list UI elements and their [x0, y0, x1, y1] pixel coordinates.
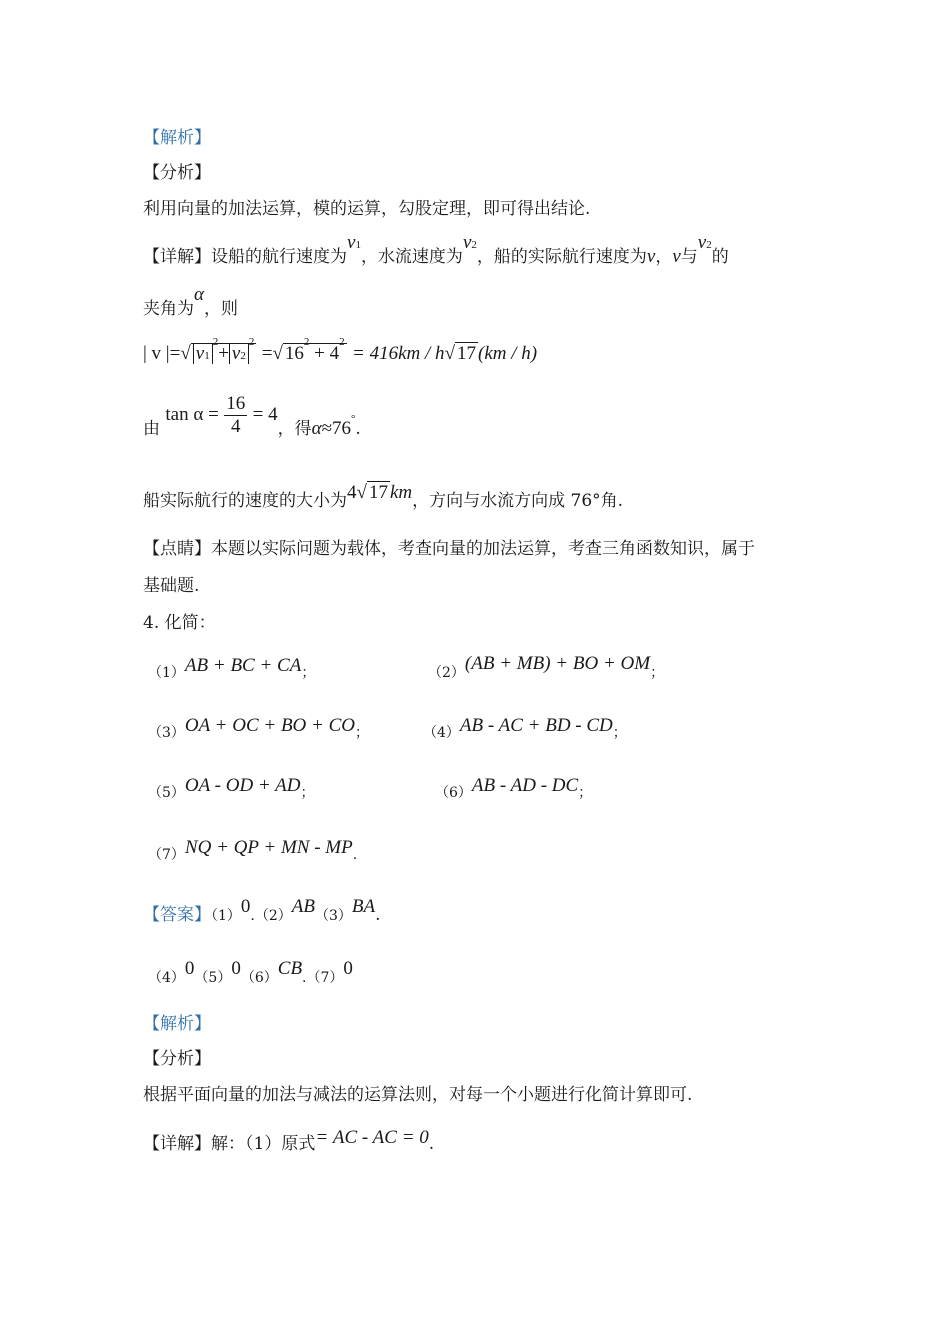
- formula-part: = 416km / h: [352, 343, 445, 364]
- answer-line-1: [143, 896, 381, 928]
- detail-line: [143, 1127, 435, 1156]
- item-end: ；: [301, 665, 316, 681]
- formula-part: 4: [347, 482, 357, 503]
- alpha-symbol: α: [194, 284, 204, 305]
- question-title: 4. 化简：: [143, 613, 216, 633]
- answer-label: （4）: [148, 970, 185, 986]
- detail-text: .: [428, 1134, 435, 1154]
- item-expression: NQ + QP + MN - MP: [184, 837, 353, 858]
- numerator: 16: [226, 393, 246, 414]
- formula-part: +: [218, 343, 229, 364]
- formula-part: =: [261, 343, 273, 364]
- formula-part: 2: [212, 336, 219, 348]
- item-label: （2）: [428, 665, 465, 681]
- formula-part: 2: [339, 336, 345, 348]
- item-label: （4）: [423, 725, 460, 741]
- formula-part: tan α =: [165, 404, 219, 425]
- item-end: ；: [612, 725, 627, 741]
- answer-label: （5）: [194, 970, 232, 986]
- item-expression: OA - OD + AD: [184, 775, 301, 796]
- answer-label: .（7）: [302, 970, 344, 986]
- dianjing-line-2: 基础题.: [143, 576, 200, 596]
- detail-text: 【详解】解：（1）原式: [143, 1134, 316, 1154]
- v2-subscript: 2: [706, 239, 712, 251]
- jiexi-tag: 【解析】: [143, 1014, 211, 1034]
- formula-part: ≈76: [321, 418, 351, 439]
- q-item-4: [423, 715, 627, 745]
- fraction: [224, 393, 247, 438]
- item-label: （5）: [148, 785, 185, 801]
- answer-value: CB: [277, 958, 303, 979]
- detail-text: .: [355, 419, 361, 439]
- v2-symbol: v: [697, 232, 707, 253]
- q-item-6: [435, 775, 593, 805]
- detail-text: 【详解】设船的航行速度为: [143, 247, 347, 267]
- q-item-7: [148, 837, 358, 867]
- dianjing-line-1: 【点睛】本题以实际问题为载体，考查向量的加法运算，考查三角函数知识，属于: [143, 539, 755, 559]
- formula-part: v: [195, 343, 205, 364]
- formula-part: 2: [303, 336, 310, 348]
- fenxi-tag: 【分析】: [143, 1049, 211, 1069]
- detail-expression: = AC - AC = 0: [315, 1127, 429, 1148]
- detail-text: ，: [655, 247, 673, 267]
- item-expression: AB - AC + BD - CD: [459, 715, 613, 736]
- v2-symbol: v: [462, 232, 472, 253]
- analysis-text: 利用向量的加法运算，模的运算，勾股定理，即可得出结论.: [143, 199, 591, 219]
- detail-text: 与: [680, 247, 698, 267]
- answer-line-2: [148, 958, 353, 990]
- item-label: （7）: [148, 847, 185, 863]
- answer-value: BA: [351, 896, 376, 917]
- item-label: （6）: [435, 785, 472, 801]
- item-end: ；: [578, 785, 593, 801]
- detail-text: 由: [143, 419, 160, 439]
- answer-label: （1）: [211, 908, 241, 924]
- conclusion-line: 船实际航行的速度的大小为4√ 17 km，方向与水流方向成 76°角.: [143, 482, 624, 511]
- detail-text: ，得: [277, 419, 312, 439]
- answer-tag: 【答案】: [143, 905, 211, 925]
- tan-formula: [143, 392, 361, 438]
- detail-text: 夹角为: [143, 299, 194, 319]
- v2-subscript: 2: [471, 239, 477, 251]
- item-expression: AB + BC + CA: [184, 655, 302, 676]
- detail-text: ，则: [203, 299, 238, 319]
- formula-part: km: [389, 482, 413, 503]
- detail-line-2: [143, 284, 238, 321]
- formula-part: 17: [368, 482, 388, 503]
- item-expression: (AB + MB) + BO + OM: [464, 653, 651, 674]
- detail-text: ，水流速度为: [360, 247, 463, 267]
- formula-part: °: [351, 413, 356, 425]
- item-end: ；: [650, 665, 665, 681]
- answer-label: .: [375, 905, 381, 925]
- answer-label: .（2）: [250, 908, 292, 924]
- v1-subscript: 1: [355, 239, 361, 251]
- answer-value: AB: [291, 896, 315, 917]
- jiexi-tag: 【解析】: [143, 128, 211, 148]
- formula-part: + 4: [309, 343, 340, 364]
- q-item-2: [428, 653, 665, 685]
- alpha-symbol: α: [311, 418, 322, 439]
- magnitude-formula: | v |=√ $v1^2+ v2^2$ =√ $16^2 + 4^2 = 416km / h√$ 17 (km / h): [143, 336, 538, 364]
- formula-part: 1: [204, 350, 210, 362]
- formula-part: 2: [248, 336, 255, 348]
- formula-part: 17: [457, 343, 476, 364]
- formula-part: v: [231, 343, 241, 364]
- detail-text: ，方向与水流方向成 76°角.: [412, 491, 624, 511]
- analysis-text: 根据平面向量的加法与减法的运算法则，对每一个小题进行化简计算即可.: [143, 1085, 693, 1105]
- v1-symbol: v: [347, 232, 356, 253]
- item-end: ；: [300, 785, 315, 801]
- q-item-5: [148, 775, 315, 805]
- answer-value: 0: [240, 896, 251, 917]
- formula-part: 2: [240, 350, 246, 362]
- formula-part: | v |=: [143, 343, 181, 364]
- formula-part: 16: [284, 343, 304, 364]
- item-end: ；: [355, 725, 369, 741]
- detail-text: ，船的实际航行速度为: [476, 247, 647, 267]
- formula-part: = 4: [252, 404, 278, 425]
- v-symbol: v: [672, 246, 681, 267]
- denominator: 4: [230, 416, 241, 437]
- item-end: .: [352, 847, 358, 863]
- item-expression: AB - AD - DC: [471, 775, 579, 796]
- formula-part: (km / h): [478, 343, 538, 364]
- item-expression: OA + OC + BO + CO: [184, 715, 355, 736]
- q-item-1: [148, 655, 316, 685]
- item-label: （3）: [148, 725, 185, 741]
- answer-label: （6）: [240, 970, 278, 986]
- answer-label: （3）: [315, 908, 352, 924]
- v-symbol: v: [646, 246, 656, 267]
- item-label: （1）: [148, 665, 185, 681]
- answer-value: 0: [184, 958, 195, 979]
- q-item-3: [148, 715, 369, 745]
- answer-value: 0: [343, 958, 353, 979]
- detail-line-1: [143, 232, 729, 271]
- detail-text: 船实际航行的速度的大小为: [143, 491, 347, 511]
- answer-value: 0: [231, 958, 241, 979]
- detail-text: 的: [711, 247, 729, 267]
- fenxi-tag: 【分析】: [143, 163, 211, 183]
